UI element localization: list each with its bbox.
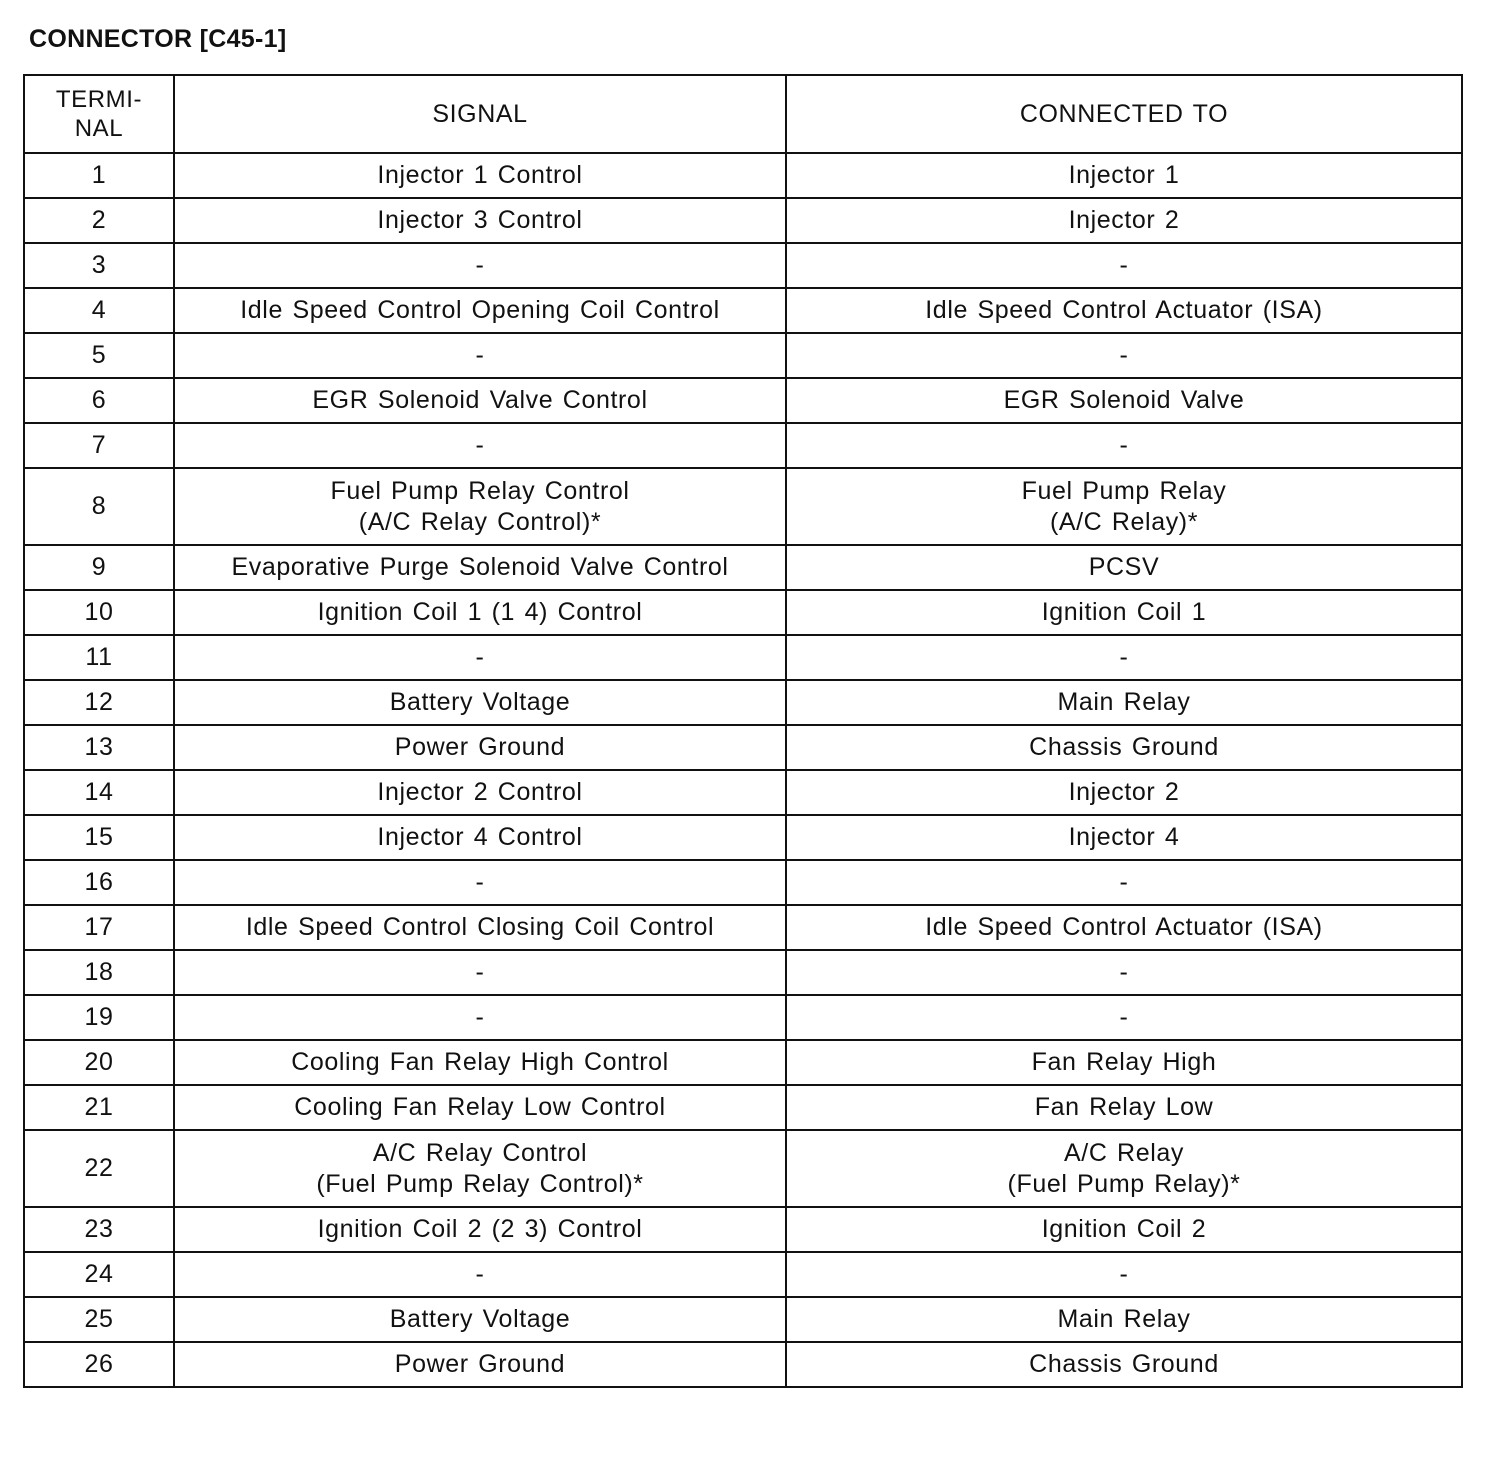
signal-cell xyxy=(174,1252,786,1297)
signal-line: Idle Speed Control Opening Coil Control xyxy=(240,296,720,324)
signal-line: EGR Solenoid Valve Control xyxy=(312,386,648,414)
connected-to-cell xyxy=(786,680,1462,725)
signal-cell xyxy=(174,198,786,243)
signal-line: Ignition Coil 2 (2 3) Control xyxy=(317,1215,643,1243)
signal-cell xyxy=(174,860,786,905)
table-row xyxy=(24,1207,1462,1252)
terminal-cell: 15 xyxy=(24,815,174,860)
connected-to-cell xyxy=(786,1040,1462,1085)
signal-line: Power Ground xyxy=(394,1350,566,1378)
signal-line: - xyxy=(475,431,485,459)
signal-cell xyxy=(174,288,786,333)
signal-cell xyxy=(174,680,786,725)
table-row xyxy=(24,815,1462,860)
table-row xyxy=(24,680,1462,725)
terminal-cell: 19 xyxy=(24,995,174,1040)
signal-line: A/C Relay Control xyxy=(372,1138,588,1167)
terminal-cell: 26 xyxy=(24,1342,174,1387)
header-terminal xyxy=(24,75,174,153)
terminal-cell: 1 xyxy=(24,153,174,198)
signal-line: (A/C Relay Control)* xyxy=(358,507,602,536)
signal-cell xyxy=(174,333,786,378)
connected-to-line: (Fuel Pump Relay)* xyxy=(1007,1169,1241,1198)
connected-to-line: - xyxy=(1119,643,1129,671)
connected-to-line: Chassis Ground xyxy=(1029,733,1219,761)
signal-line: - xyxy=(475,958,485,986)
signal-cell xyxy=(174,815,786,860)
connected-to-line: Injector 2 xyxy=(1068,206,1180,234)
connected-to-line: Injector 4 xyxy=(1068,823,1180,851)
signal-line: - xyxy=(475,1003,485,1031)
terminal-cell: 23 xyxy=(24,1207,174,1252)
connected-to-line: - xyxy=(1119,431,1129,459)
connected-to-line: Injector 1 xyxy=(1068,161,1180,189)
terminal-cell: 11 xyxy=(24,635,174,680)
connected-to-cell xyxy=(786,468,1462,545)
connected-to-line: Main Relay xyxy=(1057,1305,1191,1333)
terminal-cell: 25 xyxy=(24,1297,174,1342)
connected-to-line: Fan Relay High xyxy=(1031,1048,1217,1076)
table-row xyxy=(24,153,1462,198)
table-row xyxy=(24,1342,1462,1387)
connected-to-cell xyxy=(786,815,1462,860)
signal-line: Power Ground xyxy=(394,733,566,761)
table-body xyxy=(24,153,1462,1387)
table-row xyxy=(24,635,1462,680)
signal-line: - xyxy=(475,341,485,369)
connected-to-line: (A/C Relay)* xyxy=(1049,507,1199,536)
connected-to-line: Ignition Coil 1 xyxy=(1041,598,1207,626)
table-row xyxy=(24,590,1462,635)
table-row xyxy=(24,860,1462,905)
connected-to-cell xyxy=(786,1342,1462,1387)
signal-line: Cooling Fan Relay High Control xyxy=(291,1048,669,1076)
terminal-cell: 3 xyxy=(24,243,174,288)
table-row xyxy=(24,243,1462,288)
connected-to-line: Injector 2 xyxy=(1068,778,1180,806)
terminal-cell: 14 xyxy=(24,770,174,815)
connected-to-line: - xyxy=(1119,868,1129,896)
signal-cell xyxy=(174,545,786,590)
table-row xyxy=(24,950,1462,995)
signal-line: - xyxy=(475,868,485,896)
table-row xyxy=(24,995,1462,1040)
signal-cell xyxy=(174,1297,786,1342)
signal-cell xyxy=(174,905,786,950)
terminal-cell: 17 xyxy=(24,905,174,950)
connected-to-cell xyxy=(786,1297,1462,1342)
signal-cell xyxy=(174,1342,786,1387)
table-row xyxy=(24,1252,1462,1297)
connected-to-line: Fuel Pump Relay xyxy=(1021,476,1227,505)
signal-line: (Fuel Pump Relay Control)* xyxy=(316,1169,644,1198)
terminal-cell: 13 xyxy=(24,725,174,770)
terminal-cell: 4 xyxy=(24,288,174,333)
connected-to-line: Idle Speed Control Actuator (ISA) xyxy=(925,913,1323,941)
connected-to-cell xyxy=(786,198,1462,243)
signal-cell xyxy=(174,423,786,468)
connected-to-cell xyxy=(786,905,1462,950)
connected-to-line: Ignition Coil 2 xyxy=(1041,1215,1207,1243)
connected-to-line: EGR Solenoid Valve xyxy=(1003,386,1245,414)
signal-line: Injector 3 Control xyxy=(377,206,583,234)
connected-to-line: - xyxy=(1119,958,1129,986)
connected-to-cell xyxy=(786,725,1462,770)
table-row xyxy=(24,1040,1462,1085)
connected-to-line: PCSV xyxy=(1088,553,1160,581)
signal-line: Cooling Fan Relay Low Control xyxy=(294,1093,666,1121)
connected-to-line: Fan Relay Low xyxy=(1034,1093,1214,1121)
terminal-cell: 5 xyxy=(24,333,174,378)
signal-cell xyxy=(174,378,786,423)
terminal-cell: 2 xyxy=(24,198,174,243)
header-row xyxy=(24,75,1462,153)
terminal-cell: 6 xyxy=(24,378,174,423)
signal-cell xyxy=(174,635,786,680)
terminal-cell: 21 xyxy=(24,1085,174,1130)
signal-cell xyxy=(174,1085,786,1130)
table-row xyxy=(24,468,1462,545)
table-row xyxy=(24,198,1462,243)
table-row xyxy=(24,1085,1462,1130)
table-row xyxy=(24,1130,1462,1207)
signal-line: Battery Voltage xyxy=(389,688,571,716)
table-row xyxy=(24,770,1462,815)
connected-to-cell xyxy=(786,995,1462,1040)
terminal-cell: 10 xyxy=(24,590,174,635)
signal-line: Ignition Coil 1 (1 4) Control xyxy=(317,598,643,626)
signal-line: - xyxy=(475,1260,485,1288)
page-title: CONNECTOR [C45-1] xyxy=(29,25,287,53)
connected-to-cell xyxy=(786,950,1462,995)
connected-to-cell xyxy=(786,635,1462,680)
connected-to-cell xyxy=(786,1085,1462,1130)
header-connected-to: CONNECTED TO xyxy=(786,75,1462,153)
signal-cell xyxy=(174,153,786,198)
signal-cell xyxy=(174,725,786,770)
signal-cell xyxy=(174,1040,786,1085)
terminal-cell: 22 xyxy=(24,1130,174,1207)
terminal-cell: 8 xyxy=(24,468,174,545)
table-row xyxy=(24,905,1462,950)
connected-to-cell xyxy=(786,243,1462,288)
connected-to-cell xyxy=(786,860,1462,905)
signal-line: - xyxy=(475,251,485,279)
signal-cell xyxy=(174,950,786,995)
signal-cell xyxy=(174,1207,786,1252)
header-signal: SIGNAL xyxy=(174,75,786,153)
signal-line: Injector 4 Control xyxy=(377,823,583,851)
connected-to-line: Chassis Ground xyxy=(1029,1350,1219,1378)
connected-to-cell xyxy=(786,423,1462,468)
table-header xyxy=(24,75,1462,153)
terminal-cell: 9 xyxy=(24,545,174,590)
signal-cell xyxy=(174,468,786,545)
table-row xyxy=(24,725,1462,770)
connected-to-cell xyxy=(786,153,1462,198)
signal-cell xyxy=(174,1130,786,1207)
connector-pinout-table xyxy=(23,74,1463,1388)
signal-line: Injector 2 Control xyxy=(377,778,583,806)
signal-line: Evaporative Purge Solenoid Valve Control xyxy=(231,553,729,581)
connected-to-line: - xyxy=(1119,251,1129,279)
signal-line: Battery Voltage xyxy=(389,1305,571,1333)
connected-to-cell xyxy=(786,1130,1462,1207)
connected-to-cell xyxy=(786,770,1462,815)
connected-to-line: - xyxy=(1119,1260,1129,1288)
terminal-cell: 16 xyxy=(24,860,174,905)
signal-cell xyxy=(174,590,786,635)
signal-cell xyxy=(174,770,786,815)
connected-to-line: Main Relay xyxy=(1057,688,1191,716)
terminal-cell: 20 xyxy=(24,1040,174,1085)
connected-to-cell xyxy=(786,590,1462,635)
signal-line: - xyxy=(475,643,485,671)
signal-cell xyxy=(174,243,786,288)
terminal-cell: 24 xyxy=(24,1252,174,1297)
connected-to-line: Idle Speed Control Actuator (ISA) xyxy=(925,296,1323,324)
signal-line: Idle Speed Control Closing Coil Control xyxy=(245,913,715,941)
connected-to-line: - xyxy=(1119,1003,1129,1031)
table-row xyxy=(24,545,1462,590)
header-terminal-line-1: TERMI- xyxy=(55,86,143,113)
table-row xyxy=(24,288,1462,333)
connected-to-cell xyxy=(786,333,1462,378)
table-row xyxy=(24,1297,1462,1342)
connected-to-line: - xyxy=(1119,341,1129,369)
connected-to-line: A/C Relay xyxy=(1064,1138,1184,1167)
signal-cell xyxy=(174,995,786,1040)
table-row xyxy=(24,423,1462,468)
table-row xyxy=(24,378,1462,423)
connected-to-cell xyxy=(786,1252,1462,1297)
table-row xyxy=(24,333,1462,378)
terminal-cell: 12 xyxy=(24,680,174,725)
header-terminal-line-2: NAL xyxy=(74,115,124,142)
connected-to-cell xyxy=(786,545,1462,590)
terminal-cell: 18 xyxy=(24,950,174,995)
signal-line: Fuel Pump Relay Control xyxy=(330,476,630,505)
connected-to-cell xyxy=(786,288,1462,333)
signal-line: Injector 1 Control xyxy=(377,161,583,189)
terminal-cell: 7 xyxy=(24,423,174,468)
connected-to-cell xyxy=(786,1207,1462,1252)
connected-to-cell xyxy=(786,378,1462,423)
